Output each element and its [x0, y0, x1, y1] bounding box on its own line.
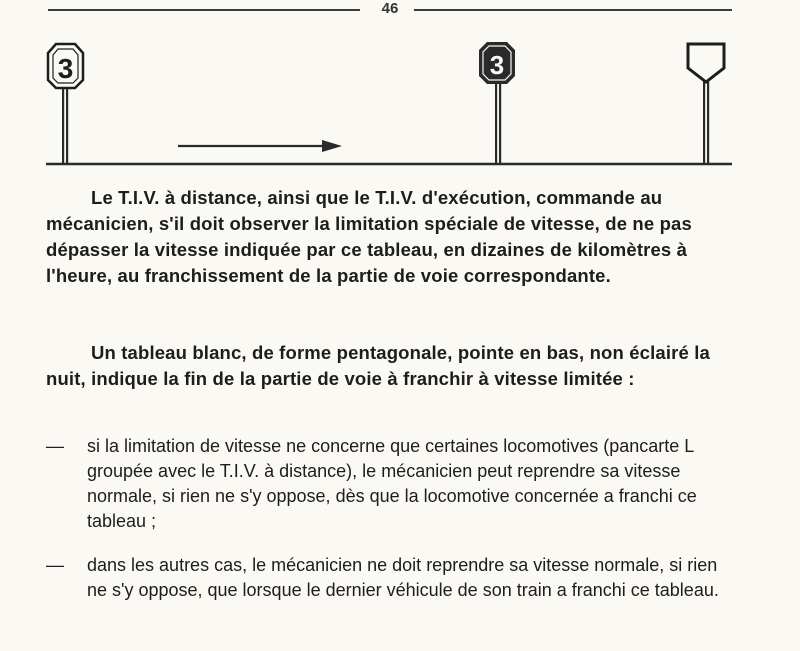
paragraph-text: Un tableau blanc, de forme pentagonale, pointe en bas, non éclairé la nuit, indique la fin de la partie de voie à franchir à vitesse limitée : — [46, 342, 710, 389]
bullet-dash: — — [46, 555, 64, 575]
distance-tiv-sign — [48, 44, 83, 164]
paragraph-white-board — [46, 340, 726, 392]
signal-diagram — [0, 40, 800, 175]
execution-tiv-sign — [479, 42, 515, 164]
bullet-dash: — — [46, 436, 64, 456]
execution-sign-number: 3 — [489, 50, 505, 80]
list-item-text: dans les autres cas, le mécanicien ne doit reprendre sa vitesse normale, si rien ne s'y oppose, que lorsque le dernier véhicule de son train a franchi ce tableau. — [87, 555, 719, 600]
direction-arrow — [178, 140, 342, 152]
page-number: 46 — [381, 0, 399, 17]
distance-sign-number: 3 — [57, 53, 74, 84]
paragraph-tiv-distance — [46, 185, 726, 289]
end-limit-pentagon-sign — [688, 44, 724, 164]
list-item-text: si la limitation de vitesse ne concerne que certaines locomotives (pancarte L groupée avec le T.I.V. à distance), le mécanicien peut reprendre sa vitesse normale, si rien ne s'y oppose, dès que la locomotive concernée a franchi ce tableau ; — [87, 436, 697, 531]
paragraph-text: Le T.I.V. à distance, ainsi que le T.I.V. d'exécution, commande au mécanicien, s'il doit observer la limitation spéciale de vitesse, de ne pas dépasser la vitesse indiquée par ce tableau, en dizaines de kilomètres à l'heure, au franchissement de la partie de voie correspondante. — [46, 187, 692, 286]
header-rule-left — [48, 9, 360, 11]
header-rule-right — [414, 9, 732, 11]
